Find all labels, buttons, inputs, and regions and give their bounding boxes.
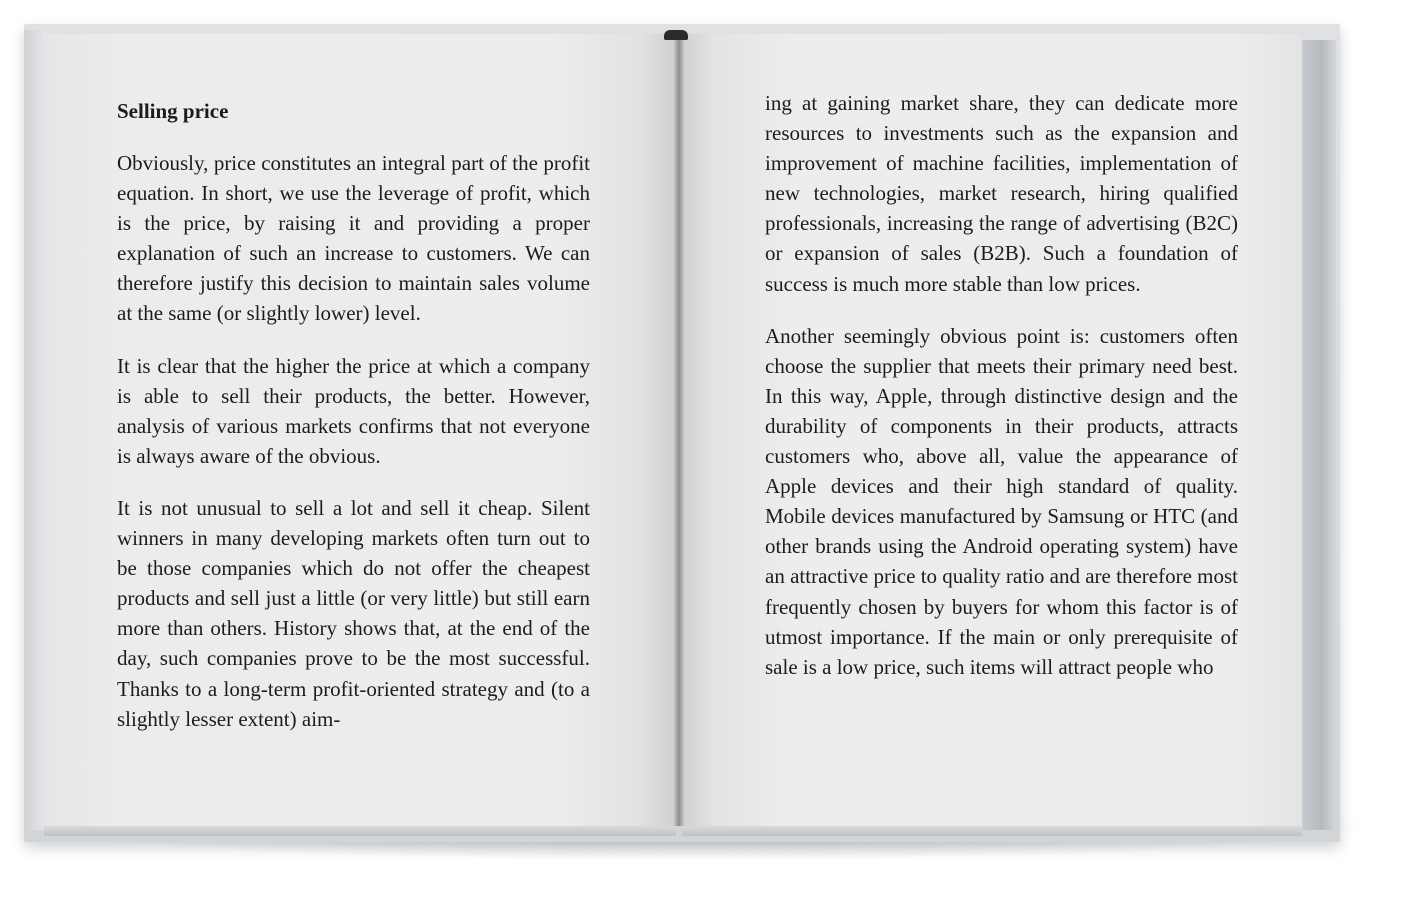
paragraph: Another seemingly obvious point is: customers often choose the supplier that meets their primary need best. In this way, Apple, through distinctive design and the durability of components in their products, attracts customers who, above all, value the appearance of Apple devices and their high standard of quality. Mobile devices manufactured by Samsung or HTC (and other brands using the Android operating system) have an attractive price to quality ratio and are therefore most frequently chosen by buyers for whom this factor is of utmost importance. If the main or only prerequisite of sale is a low price, such items will attract people who [765,323,1238,679]
right-page-text [765,88,1238,704]
paragraph: It is not unusual to sell a lot and sell it cheap. Silent winners in many developing markets often turn out to be those companies which do not offer the cheapest products and sell just a little (or very little) but still earn more than others. History shows that, at the end of the day, such companies prove to be the most successful. Thanks to a long-term profit-oriented strategy and (to a slightly lesser extent) aim- [117,495,590,731]
paragraph: Obviously, price constitutes an integral part of the profit equation. In short, we use the leverage of profit, which is the price, by raising it and providing a proper explanation of such an increase to customers. We can therefore justify this decision to maintain sales volume at the same (or slightly lower) level. [117,151,590,326]
page-stack-right [682,826,1302,836]
cover-edge-right [1300,40,1336,830]
left-page-text [117,96,590,756]
page-stack-left [44,826,676,836]
bookmark-ribbon [664,30,688,40]
paragraph: It is clear that the higher the price at which a company is able to sell their products, the better. However, analysis of various markets confirms that not everyone is always aware of the obvious. [117,353,590,468]
book-gutter [674,34,684,826]
cover-edge-left [24,30,46,830]
paragraph: ing at gaining market share, they can dedicate more resources to investments such as the expansion and improvement of machine facilities, implementation of new technologies, market research, hiring qualified professionals, increasing the range of advertising (B2C) or expansion of sales (B2B). Such a foundation of success is much more stable than low prices. [765,91,1238,296]
section-heading: Selling price [117,99,229,123]
